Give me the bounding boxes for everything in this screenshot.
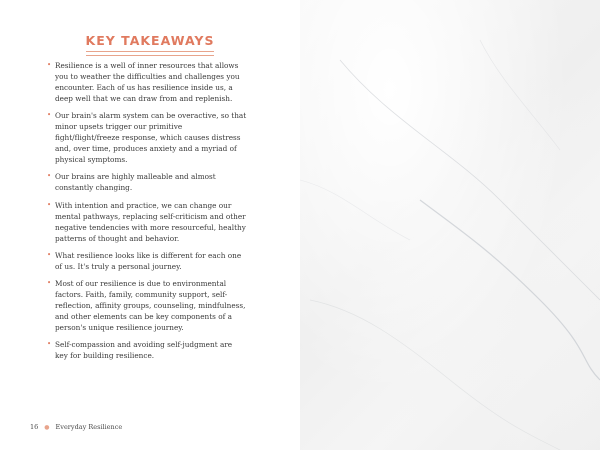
page-footer — [30, 423, 122, 431]
list-item-text: Resilience is a well of inner resources that allows you to weather the difficulties and challenges you encounter. Each of us has resilience inside us, a deep well that we can draw from and replenish. — [55, 61, 240, 103]
list-item-text: What resilience looks like is different for each one of us. It's truly a personal journey. — [55, 250, 242, 271]
list-item-text: Most of our resilience is due to environmental factors. Faith, family, community support, self-reflection, affinity groups, counseling, mindfulness, and other elements can be key components of a person's unique resilience journey. — [55, 278, 246, 332]
bullet-icon: • — [47, 278, 52, 287]
marble-vein — [300, 180, 410, 240]
list-item-text: Our brain's alarm system can be overactive, so that minor upsets trigger our primitive fight/flight/freeze response, which causes distress and, over time, produces anxiety and a myriad of physical symptoms. — [55, 111, 247, 165]
list-item-text: Our brains are highly malleable and almost constantly changing. — [55, 172, 216, 193]
list-item-text: With intention and practice, we can change our mental pathways, replacing self-criticism and other negative tendencies with more resourceful, healthy patterns of thought and behavior. — [55, 200, 246, 243]
list-item — [47, 110, 247, 165]
list-item — [47, 200, 247, 244]
list-item — [47, 250, 247, 272]
list-item-text: Self-compassion and avoiding self-judgment are key for building resilience. — [55, 340, 233, 361]
marble-vein — [420, 200, 600, 380]
running-title: Everyday Resilience — [55, 423, 123, 431]
list-item — [47, 339, 247, 361]
takeaways-list — [47, 60, 247, 367]
right-page-marble — [300, 0, 600, 450]
bullet-icon: • — [47, 61, 52, 69]
list-item — [47, 171, 247, 193]
marble-vein — [480, 40, 560, 150]
bullet-icon: • — [47, 172, 52, 181]
list-item — [47, 60, 247, 104]
bullet-icon: • — [47, 200, 52, 209]
marble-vein — [340, 60, 600, 300]
list-item — [47, 278, 247, 333]
page-number: 16 — [30, 423, 39, 431]
bullet-icon: • — [47, 250, 52, 259]
title-area — [0, 30, 300, 52]
separator-dot-icon: ● — [44, 423, 50, 431]
marble-veins — [300, 0, 600, 450]
marble-vein — [310, 300, 560, 450]
bullet-icon: • — [47, 111, 52, 120]
bullet-icon: • — [47, 340, 52, 349]
page-title: KEY TAKEAWAYS — [86, 33, 215, 52]
